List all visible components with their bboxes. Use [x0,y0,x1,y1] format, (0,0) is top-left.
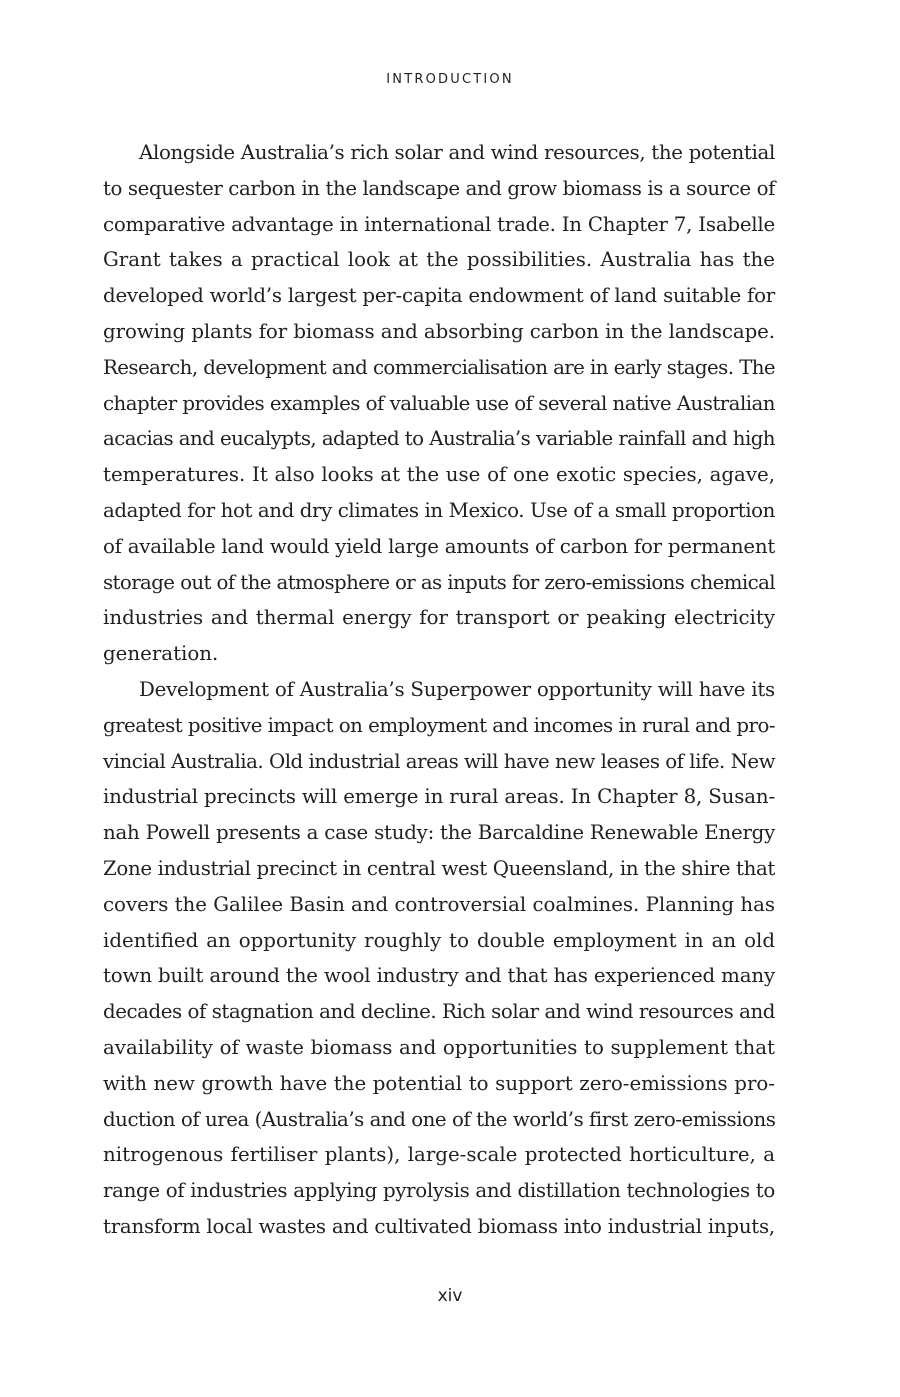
text-line: acacias and eucalypts, adapted to Australia’s variable rainfall and high [103,427,775,451]
text-line: temperatures. It also looks at the use of one exotic species, agave, [103,463,775,487]
text-line: adapted for hot and dry climates in Mexico. Use of a small proportion [103,498,776,522]
running-head: INTRODUCTION [386,72,514,87]
text-line: decades of stagnation and decline. Rich solar and wind resources and [103,1000,776,1024]
text-line: covers the Galilee Basin and controversial coalmines. Planning has [103,892,775,916]
text-line: greatest positive impact on employment and incomes in rural and pro- [103,713,776,737]
text-line: generation. [103,642,219,666]
text-line: vincial Australia. Old industrial areas will have new leases of life. New [103,749,776,773]
text-line: of available land would yield large amounts of carbon for permanent [103,534,776,558]
text-line: Development of Australia’s Superpower opportunity will have its [139,677,775,701]
text-line: availability of waste biomass and opportunities to supplement that [103,1035,775,1059]
text-line: comparative advantage in international trade. In Chapter 7, Isabelle [103,212,775,236]
text-line: Zone industrial precinct in central west Queensland, in the shire that [103,856,776,880]
paragraph-1 [103,135,775,672]
text-line: nitrogenous fertiliser plants), large-scale protected horticulture, a [103,1143,775,1167]
body-text [103,135,775,1245]
page-number: xiv [437,1286,463,1306]
text-line: range of industries applying pyrolysis and distillation technologies to [103,1179,775,1203]
text-line: industrial precincts will emerge in rural areas. In Chapter 8, Susan- [103,785,775,809]
text-line: chapter provides examples of valuable use of several native Australian [103,391,775,415]
text-line: town built around the wool industry and that has experienced many [103,964,776,988]
text-line: growing plants for biomass and absorbing carbon in the landscape. [103,319,776,343]
text-line: duction of urea (Australia’s and one of the world’s first zero-emissions [103,1107,776,1131]
text-line: to sequester carbon in the landscape and grow biomass is a source of [103,176,775,200]
text-line: nah Powell presents a case study: the Barcaldine Renewable Energy [103,821,776,845]
text-line: identified an opportunity roughly to double employment in an old [103,928,775,952]
text-line: Research, development and commercialisation are in early stages. The [103,355,775,379]
text-line: industries and thermal energy for transport or peaking electricity [103,606,775,630]
text-line: storage out of the atmosphere or as inputs for zero-emissions chemical [103,570,775,594]
text-line: transform local wastes and cultivated biomass into industrial inputs, [103,1214,775,1238]
text-line: Alongside Australia’s rich solar and wind resources, the potential [139,141,775,164]
paragraph-2 [103,672,775,1245]
text-line: Grant takes a practical look at the possibilities. Australia has the [103,248,775,272]
text-line: with new growth have the potential to support zero-emissions pro- [103,1071,775,1095]
text-line: developed world’s largest per-capita endowment of land suitable for [103,284,776,308]
